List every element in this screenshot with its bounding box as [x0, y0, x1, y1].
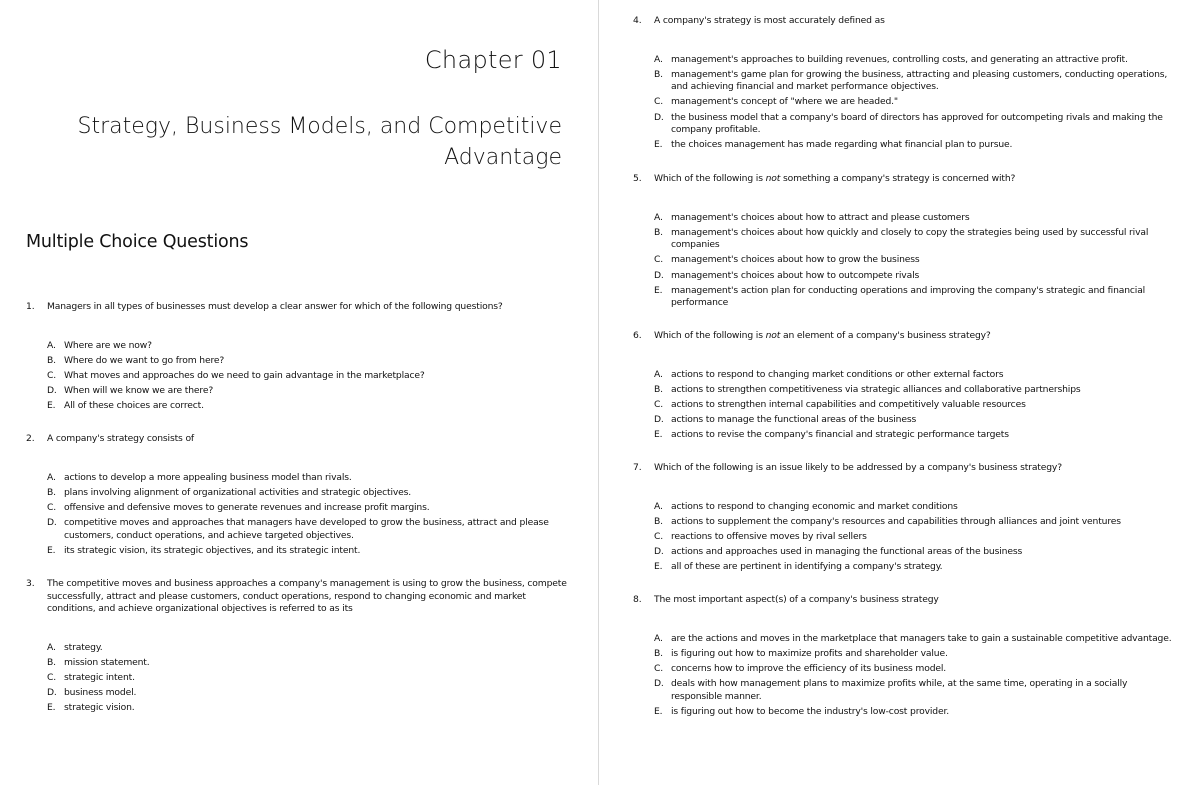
choice-text: are the actions and moves in the marketplace that managers take to gain a sustainable competitive advantage.	[671, 632, 1172, 644]
choice-letter: D.	[47, 687, 57, 699]
choice-text: Where are we now?	[64, 339, 152, 351]
choice-d	[654, 414, 1169, 427]
choice-text: actions to develop a more appealing business model than rivals.	[64, 471, 352, 483]
choice-e	[654, 285, 1169, 310]
question-stem: The most important aspect(s) of a company's business strategy	[654, 594, 939, 605]
choice-letter: D.	[654, 269, 664, 281]
choice-c	[47, 370, 571, 383]
choice-letter: A.	[654, 500, 663, 512]
question-3	[26, 578, 571, 717]
choice-letter: B.	[47, 354, 56, 366]
stem-part: Which of the following is	[654, 173, 766, 184]
choice-b	[654, 648, 1173, 661]
choice-a	[654, 54, 1169, 67]
question-number: 8.	[633, 594, 642, 605]
choice-text: management's game plan for growing the business, attracting and pleasing customers, conducting operations, and achieving financial and market performance objectives.	[671, 68, 1168, 93]
choice-d	[47, 385, 571, 398]
choice-e	[47, 400, 571, 413]
chapter-title: Strategy, Business Models, and Competitive Advantage	[77, 114, 562, 170]
chapter-heading: Chapter 01	[424, 46, 562, 74]
choice-d	[654, 112, 1169, 137]
choice-letter: A.	[654, 53, 663, 65]
choice-text: management's choices about how to grow the business	[671, 254, 920, 266]
choice-b	[654, 227, 1169, 252]
choice-text: all of these are pertinent in identifying a company's strategy.	[671, 561, 943, 573]
choice-text: concerns how to improve the efficiency of its business model.	[671, 662, 947, 674]
choice-letter: E.	[654, 561, 663, 573]
choice-text: management's approaches to building revenues, controlling costs, and generating an attractive profit.	[671, 53, 1128, 65]
choice-letter: D.	[654, 414, 664, 426]
question-stem: Which of the following is an issue likely to be addressed by a company's business strategy?	[654, 462, 1062, 473]
choice-a	[654, 369, 1169, 382]
stem-emphasis: not	[765, 173, 781, 184]
choice-text: actions and approaches used in managing the functional areas of the business	[671, 546, 1023, 558]
choice-a	[47, 472, 561, 485]
choice-letter: E.	[654, 284, 663, 296]
choice-letter: A.	[47, 471, 56, 483]
choice-text: reactions to offensive moves by rival sellers	[671, 530, 867, 542]
question-5	[633, 173, 1169, 312]
choice-letter: A.	[654, 632, 663, 644]
choice-text: actions to respond to changing market conditions or other external factors	[671, 368, 1004, 380]
choice-text: actions to strengthen internal capabilities and competitively valuable resources	[671, 398, 1026, 410]
question-8	[633, 594, 1173, 721]
question-stem: A company's strategy is most accurately defined as	[654, 15, 885, 26]
choice-letter: D.	[654, 111, 664, 123]
choice-a	[654, 212, 1169, 225]
choice-c	[654, 96, 1169, 109]
choice-text: management's choices about how to attract and please customers	[671, 211, 970, 223]
choice-text: is figuring out how to maximize profits and shareholder value.	[671, 647, 948, 659]
choice-letter: B.	[654, 647, 663, 659]
choice-letter: E.	[47, 702, 56, 714]
choice-text: actions to revise the company's financial and strategic performance targets	[671, 429, 1009, 441]
question-number: 2.	[26, 433, 35, 444]
choice-letter: E.	[654, 429, 663, 441]
choice-text: the business model that a company's board of directors has approved for outcompeting rivals and making the company profitable.	[671, 111, 1163, 136]
choice-letter: A.	[47, 339, 56, 351]
choice-letter: C.	[47, 501, 57, 513]
choice-text: management's choices about how quickly and closely to copy the strategies being used by successful rival companies	[671, 226, 1149, 251]
choice-letter: B.	[654, 68, 663, 80]
question-number: 6.	[633, 330, 642, 341]
choice-text: actions to respond to changing economic and market conditions	[671, 500, 958, 512]
choice-text: the choices management has made regarding what financial plan to pursue.	[671, 139, 1013, 151]
choice-letter: D.	[47, 517, 57, 529]
choice-letter: E.	[654, 139, 663, 151]
question-stem: Managers in all types of businesses must develop a clear answer for which of the following questions?	[47, 301, 503, 312]
choice-letter: D.	[654, 678, 664, 690]
choice-e	[654, 561, 1169, 574]
choice-text: strategic intent.	[64, 671, 135, 683]
choice-letter: A.	[47, 641, 56, 653]
choice-text: management's choices about how to outcompete rivals	[671, 269, 920, 281]
choice-text: business model.	[64, 687, 137, 699]
choice-b	[47, 487, 561, 500]
choice-letter: B.	[654, 383, 663, 395]
choice-b	[47, 355, 571, 368]
choice-a	[47, 340, 571, 353]
choice-a	[654, 633, 1173, 646]
choice-letter: C.	[654, 254, 664, 266]
question-stem: A company's strategy consists of	[47, 433, 195, 444]
choice-text: mission statement.	[64, 656, 150, 668]
choice-text: management's action plan for conducting operations and improving the company's strategic and financial performance	[671, 284, 1146, 309]
choice-c	[654, 254, 1169, 267]
choice-b	[47, 657, 571, 670]
choice-letter: D.	[654, 546, 664, 558]
question-stem: The competitive moves and business approaches a company's management is using to grow the business, compete successfully, attract and please customers, conduct operations, respond to changing economic and market conditions, and achieve organizational objectives is referred to as its	[47, 578, 567, 614]
stem-part: Which of the following is	[654, 330, 766, 341]
choice-e	[47, 702, 571, 715]
question-number: 7.	[633, 462, 642, 473]
choice-letter: B.	[47, 486, 56, 498]
choice-a	[654, 501, 1169, 514]
choice-text: actions to supplement the company's resources and capabilities through alliances and joint ventures	[671, 515, 1121, 527]
question-1	[26, 301, 571, 415]
choice-c	[47, 672, 571, 685]
choice-b	[654, 384, 1169, 397]
choice-d	[654, 270, 1169, 283]
choice-text: When will we know we are there?	[64, 385, 214, 397]
choice-c	[654, 531, 1169, 544]
choice-letter: C.	[47, 369, 57, 381]
choice-text: strategic vision.	[64, 702, 135, 714]
stem-emphasis: not	[765, 330, 781, 341]
choice-text: its strategic vision, its strategic objectives, and its strategic intent.	[64, 544, 361, 556]
question-stem	[654, 330, 1169, 343]
choice-c	[654, 663, 1173, 676]
choice-letter: C.	[47, 671, 57, 683]
choice-text: actions to strengthen competitiveness via strategic alliances and collaborative partnerships	[671, 383, 1081, 395]
choice-letter: A.	[654, 368, 663, 380]
question-number: 3.	[26, 578, 35, 589]
choice-text: is figuring out how to become the industry's low-cost provider.	[671, 705, 950, 717]
choice-letter: D.	[47, 385, 57, 397]
choice-e	[654, 429, 1169, 442]
choice-letter: C.	[654, 398, 664, 410]
question-2	[26, 433, 561, 560]
choice-d	[47, 517, 561, 542]
choice-letter: E.	[654, 705, 663, 717]
choice-letter: B.	[47, 656, 56, 668]
question-number: 5.	[633, 173, 642, 184]
choice-c	[654, 399, 1169, 412]
stem-part: something a company's strategy is concerned with?	[780, 173, 1016, 184]
choice-text: Where do we want to go from here?	[64, 354, 225, 366]
question-4	[633, 15, 1169, 154]
right-page	[599, 0, 1186, 785]
choice-letter: C.	[654, 662, 664, 674]
choice-b	[654, 516, 1169, 529]
choice-letter: E.	[47, 400, 56, 412]
choice-e	[47, 545, 561, 558]
choice-text: competitive moves and approaches that managers have developed to grow the business, attract and please customers, conduct operations, and achieve targeted objectives.	[64, 517, 549, 541]
choice-text: actions to manage the functional areas of the business	[671, 414, 917, 426]
choice-d	[47, 687, 571, 700]
choice-letter: C.	[654, 530, 664, 542]
choice-d	[654, 546, 1169, 559]
choice-letter: B.	[654, 226, 663, 238]
choice-letter: A.	[654, 211, 663, 223]
choice-text: What moves and approaches do we need to gain advantage in the marketplace?	[64, 369, 425, 381]
question-number: 1.	[26, 301, 35, 312]
choice-e	[654, 139, 1169, 152]
choice-a	[47, 642, 571, 655]
choice-letter: E.	[47, 544, 56, 556]
choice-d	[654, 678, 1173, 703]
choice-text: plans involving alignment of organizational activities and strategic objectives.	[64, 486, 412, 498]
question-number: 4.	[633, 15, 642, 26]
choice-b	[654, 69, 1169, 94]
choice-text: offensive and defensive moves to generate revenues and increase profit margins.	[64, 501, 430, 513]
choice-letter: C.	[654, 96, 664, 108]
choice-text: management's concept of "where we are headed."	[671, 96, 899, 108]
choice-text: strategy.	[64, 641, 103, 653]
question-6	[633, 330, 1169, 444]
choice-c	[47, 502, 561, 515]
choice-letter: B.	[654, 515, 663, 527]
stem-part: an element of a company's business strategy?	[780, 330, 991, 341]
question-7	[633, 462, 1169, 576]
question-stem	[654, 173, 1169, 186]
section-heading: Multiple Choice Questions	[26, 232, 249, 252]
choice-e	[654, 706, 1173, 719]
choice-text: deals with how management plans to maximize profits while, at the same time, operating in a socially responsible manner.	[671, 678, 1128, 702]
choice-text: All of these choices are correct.	[64, 400, 204, 412]
